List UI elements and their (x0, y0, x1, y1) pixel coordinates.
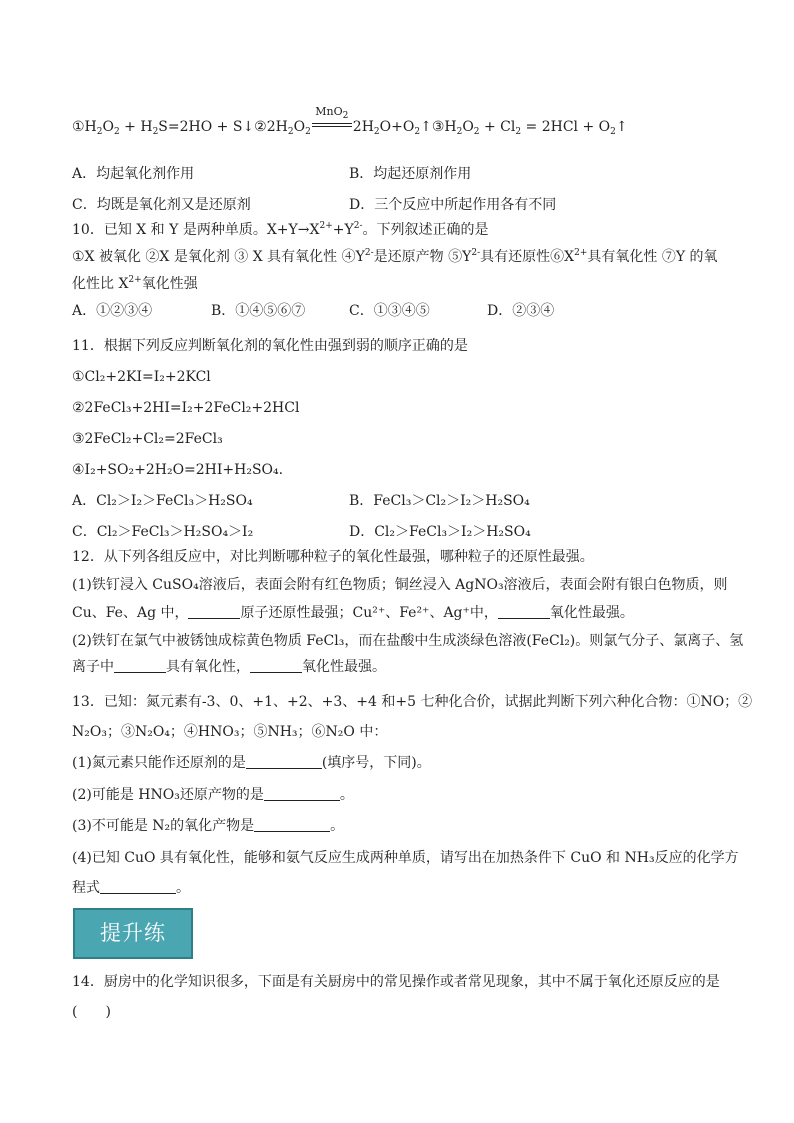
answer-blank[interactable] (100, 879, 176, 894)
q9-option-d[interactable]: D．三个反应中所起作用各有不同 (349, 197, 557, 213)
q13-sub-3: (3)不可能是 N₂的氧化产物是 。 (72, 818, 345, 834)
q10-option-b[interactable]: B．①④⑤⑥⑦ (211, 303, 306, 319)
q13-sub-4-cont: 程式 。 (72, 880, 190, 896)
q10-option-d[interactable]: D．②③④ (487, 303, 555, 319)
q11-option-a[interactable]: A．Cl₂＞I₂＞FeCl₃＞H₂SO₄ (72, 493, 253, 509)
q10-option-a[interactable]: A．①②③④ (72, 303, 153, 319)
q13-stem-cont: N₂O₃；③N₂O₄；④HNO₃；⑤NH₃；⑥N₂O 中： (72, 724, 388, 740)
answer-blank[interactable] (264, 786, 340, 801)
q11-reaction-3: ③2FeCl₂+Cl₂=2FeCl₃ (72, 431, 223, 447)
q9-option-a[interactable]: A．均起氧化剂作用 (72, 166, 195, 182)
q11-option-b[interactable]: B．FeCl₃＞Cl₂＞I₂＞H₂SO₄ (349, 493, 530, 509)
q10-stem: 10．已知 X 和 Y 是两种单质。$X+Y\to X^{2+}+Y^{2-}$。下列叙述正确的是 (72, 221, 489, 238)
q12-part1-cont: Cu、Fe、Ag 中， 原子还原性最强；Cu²⁺、Fe²⁺、Ag⁺中， 氧化性最强。 (72, 605, 634, 621)
q11-reaction-4: ④I₂+SO₂+2H₂O=2HI+H₂SO₄. (72, 462, 284, 478)
q9-option-c[interactable]: C．均既是氧化剂又是还原剂 (72, 197, 251, 213)
section-banner-tisheng: 提升练 (73, 908, 193, 959)
answer-blank[interactable] (188, 604, 240, 619)
q9-option-b[interactable]: B．均起还原剂作用 (349, 166, 472, 182)
q14-stem: 14．厨房中的化学知识很多，下面是有关厨房中的常见操作或者常见现象，其中不属于氧化还原反应的是 (72, 974, 720, 990)
answer-blank[interactable] (114, 658, 166, 673)
q11-option-d[interactable]: D．Cl₂＞FeCl₃＞I₂＞H₂SO₄ (349, 524, 531, 540)
q11-reaction-2: ②2FeCl₃+2HI=I₂+2FeCl₂+2HCl (72, 400, 300, 416)
answer-blank[interactable] (498, 604, 550, 619)
q11-reaction-1: ①Cl₂+2KI=I₂+2KCl (72, 369, 211, 385)
q9-reactions: $①H_2O_2 + H_2S=2HO$ + $S↓②2H_2O_2$ MnO$_2$ $2H_2O+O_2↑③H_2O_2 + Cl_2 = 2HCl$ + $O_2↑$ (72, 105, 628, 137)
answer-blank[interactable] (250, 658, 302, 673)
q10-option-c[interactable]: C．①③④⑤ (349, 303, 430, 319)
q11-option-c[interactable]: C．Cl₂＞FeCl₃＞H₂SO₄＞I₂ (72, 524, 254, 540)
q14-answer-paren: ( ) (72, 1004, 111, 1020)
catalyst-over-equals: MnO$_2$ (311, 117, 353, 137)
q10-statements-cont: 化性比 $X^{2+}$氧化性强 (72, 275, 198, 292)
q13-sub-1: (1)氮元素只能作还原剂的是 (填序号，下同)。 (72, 755, 431, 771)
answer-blank[interactable] (246, 754, 322, 769)
q13-sub-2: (2)可能是 HNO₃还原产物的是 。 (72, 787, 354, 803)
q12-part2: (2)铁钉在氯气中被锈蚀成棕黄色物质 FeCl₃，而在盐酸中生成淡绿色溶液(FeCl₂)。则氯气分子、氯离子、氢 (72, 633, 744, 649)
q11-stem: 11．根据下列反应判断氧化剂的氧化性由强到弱的顺序正确的是 (72, 338, 468, 354)
answer-blank[interactable] (254, 817, 330, 832)
q13-sub-4: (4)已知 CuO 具有氧化性，能够和氨气反应生成两种单质，请写出在加热条件下 CuO 和 NH₃反应的化学方 (72, 850, 739, 866)
q10-statements: ①X 被氧化 ②X 是氧化剂 ③ X 具有氧化性 $④Y^{2-}$是还原产物 $⑤Y^{2-}$具有还原性$⑥X^{2+}$具有氧化性 ⑦Y 的氧 (72, 248, 718, 265)
q13-stem: 13．已知：氮元素有-3、0、+1、+2、+3、+4 和+5 七种化合价，试据此判断下列六种化合物：①NO；② (72, 694, 753, 710)
q12-part2-cont: 离子中 具有氧化性， 氧化性最强。 (72, 659, 386, 675)
q12-stem: 12．从下列各组反应中，对比判断哪种粒子的氧化性最强，哪种粒子的还原性最强。 (72, 549, 594, 565)
q12-part1: (1)铁钉浸入 CuSO₄溶液后，表面会附有红色物质；铜丝浸入 AgNO₃溶液后，表面会附有银白色物质，则 (72, 577, 728, 593)
